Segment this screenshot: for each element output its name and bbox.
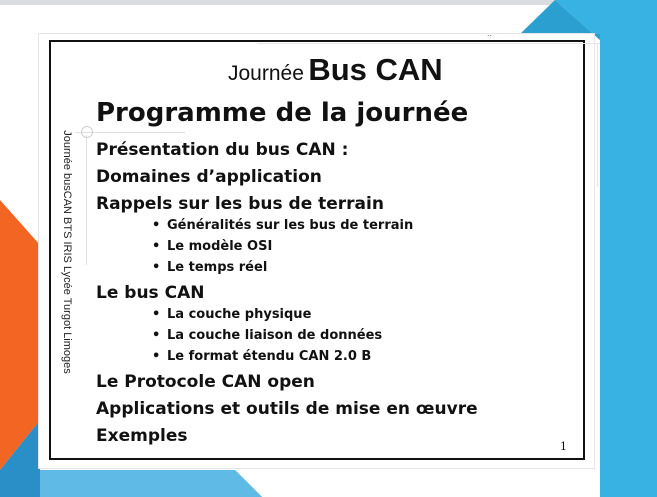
guide-line: [86, 135, 87, 265]
agenda-item: Applications et outils de mise en œuvre: [96, 399, 478, 419]
bullet-icon: •: [152, 349, 161, 364]
agenda-item: Rappels sur les bus de terrain: [96, 194, 384, 214]
agenda-subitem: [152, 218, 413, 233]
dot-mark: ..: [487, 29, 493, 38]
subitem-label: Le modèle OSI: [167, 239, 273, 254]
side-caption: Journée busCAN BTS IRIS Lycée Turgot Limoges: [61, 130, 73, 374]
guide-circle: [81, 126, 93, 138]
title-prefix: Journée: [228, 62, 304, 85]
subitem-label: Le format étendu CAN 2.0 B: [167, 349, 372, 364]
agenda-item: Le Protocole CAN open: [96, 372, 315, 392]
slide-title: [228, 52, 443, 88]
agenda-item: Exemples: [96, 426, 188, 446]
subitem-label: Le temps réel: [167, 260, 268, 275]
agenda-item: Le bus CAN: [96, 283, 205, 303]
agenda-item: Domaines d’application: [96, 167, 322, 187]
subitem-label: La couche liaison de données: [167, 328, 383, 343]
title-main: Bus CAN: [308, 52, 443, 87]
subitem-label: Généralités sur les bus de terrain: [167, 218, 414, 233]
guide-line: [257, 43, 600, 44]
bullet-icon: •: [152, 218, 161, 233]
blue-shape-bottom-left-light: [40, 470, 262, 497]
bullet-icon: •: [152, 307, 161, 322]
agenda-item: Présentation du bus CAN :: [96, 140, 349, 160]
subitem-label: La couche physique: [167, 307, 312, 322]
slide-heading: Programme de la journée: [96, 98, 469, 128]
guide-line: [597, 44, 598, 187]
agenda-subitem: [152, 260, 267, 275]
bullet-icon: •: [152, 260, 161, 275]
agenda-subitem: [152, 328, 382, 343]
agenda-subitem: [152, 239, 272, 254]
bullet-icon: •: [152, 239, 161, 254]
page-number: 1: [560, 440, 567, 453]
agenda-subitem: [152, 349, 371, 364]
bullet-icon: •: [152, 328, 161, 343]
agenda-subitem: [152, 307, 311, 322]
